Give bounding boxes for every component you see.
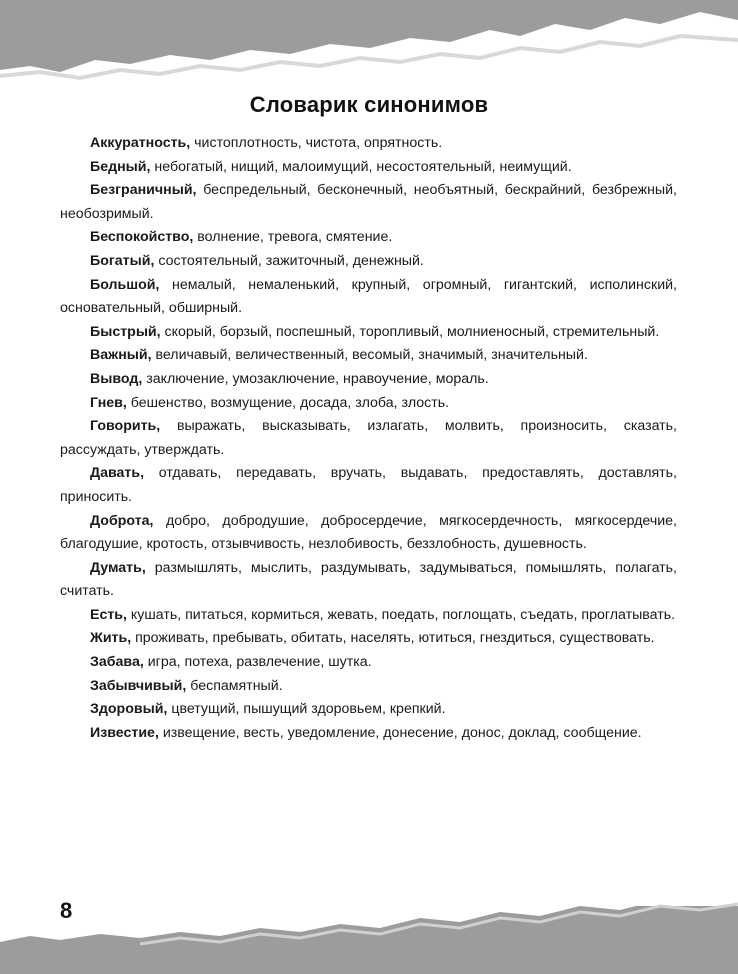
- headword: Богатый,: [90, 252, 155, 269]
- synonyms: цветущий, пышущий здоровьем, крепкий.: [167, 701, 446, 718]
- headword: Бедный,: [90, 158, 151, 175]
- headword: Говорить,: [90, 418, 161, 435]
- synonym-entry: [60, 627, 677, 651]
- headword: Есть,: [90, 606, 127, 623]
- headword: Безграничный,: [90, 182, 197, 199]
- page-number: 8: [60, 898, 73, 923]
- synonym-entry: [60, 415, 677, 462]
- headword: Аккуратность,: [90, 135, 191, 151]
- headword: Забывчивый,: [90, 677, 187, 694]
- synonyms: беспамятный.: [186, 677, 283, 694]
- synonym-entry: [60, 250, 677, 274]
- synonym-entry: [60, 462, 677, 509]
- synonym-entry: [60, 722, 677, 746]
- synonyms: извещение, весть, уведомление, донесение, донос, доклад, сообщение.: [158, 724, 642, 741]
- synonym-entry: [60, 321, 677, 345]
- synonym-entry: [60, 392, 677, 416]
- torn-paper-bottom-edge: [0, 890, 738, 974]
- synonym-entry: [60, 698, 677, 722]
- headword: Вывод,: [90, 370, 143, 387]
- synonyms: заключение, умозаключение, нравоучение, мораль.: [142, 370, 489, 387]
- synonyms: бешенство, возмущение, досада, злоба, злость.: [126, 394, 450, 411]
- headword: Доброта,: [90, 512, 154, 529]
- synonyms: кушать, питаться, кормиться, жевать, поедать, поглощать, съедать, проглатывать.: [126, 606, 676, 623]
- synonyms: игра, потеха, развлечение, шутка.: [143, 654, 372, 671]
- synonyms: проживать, пребывать, обитать, населять, ютиться, гнездиться, существовать.: [131, 630, 655, 647]
- synonym-entry: [60, 675, 677, 699]
- synonyms: состоятельный, зажиточный, денежный.: [154, 252, 424, 269]
- synonym-entry: [60, 226, 677, 250]
- synonyms: чистоплотность, чистота, опрятность.: [190, 135, 443, 151]
- synonyms: величавый, величественный, весомый, значимый, значительный.: [151, 347, 588, 364]
- synonyms: волнение, тревога, смятение.: [193, 229, 393, 246]
- synonym-entry: [60, 604, 677, 628]
- synonym-entry: [60, 368, 677, 392]
- synonym-list: [60, 132, 677, 745]
- headword: Жить,: [90, 630, 132, 647]
- synonym-entry: [60, 156, 677, 180]
- synonym-entry: [60, 179, 677, 226]
- synonyms: выражать, высказывать, излагать, молвить, произносить, сказать, рассуждать, утверждать.: [60, 418, 677, 458]
- page-title: Словарик синонимов: [249, 92, 489, 117]
- headword: Быстрый,: [90, 323, 161, 340]
- synonym-entry: [60, 132, 677, 156]
- synonym-entry: [60, 557, 677, 604]
- headword: Забава,: [90, 654, 144, 671]
- headword: Думать,: [90, 559, 146, 576]
- synonym-entry: [60, 344, 677, 368]
- synonyms: немалый, немаленький, крупный, огромный, гигантский, исполинский, основательный, обширный.: [60, 276, 677, 317]
- synonym-entry: [60, 274, 677, 321]
- headword: Большой,: [90, 276, 160, 293]
- synonym-entry: [60, 510, 677, 557]
- synonyms: беспредельный, бесконечный, необъятный, бескрайний, безбрежный, необозримый.: [60, 182, 677, 222]
- headword: Важный,: [90, 347, 152, 364]
- torn-paper-top-edge: [0, 0, 738, 90]
- headword: Беспокойство,: [90, 229, 194, 246]
- headword: Гнев,: [90, 394, 127, 411]
- headword: Давать,: [90, 465, 145, 482]
- synonyms: скорый, борзый, поспешный, торопливый, молниеносный, стремительный.: [160, 323, 660, 340]
- synonyms: отдавать, передавать, вручать, выдавать, предоставлять, доставлять, приносить.: [60, 465, 677, 505]
- headword: Здоровый,: [90, 701, 168, 718]
- headword: Известие,: [90, 724, 159, 741]
- synonyms: небогатый, нищий, малоимущий, несостоятельный, неимущий.: [150, 158, 572, 175]
- synonyms: размышлять, мыслить, раздумывать, задумываться, помышлять, полагать, считать.: [60, 559, 677, 600]
- synonyms: добро, добродушие, доброcердечие, мягкосердечность, мягкосердечие, благодушие, кротость, отзывчивость, незлобивость, беззлобность, душевность.: [60, 512, 677, 553]
- synonym-entry: [60, 651, 677, 675]
